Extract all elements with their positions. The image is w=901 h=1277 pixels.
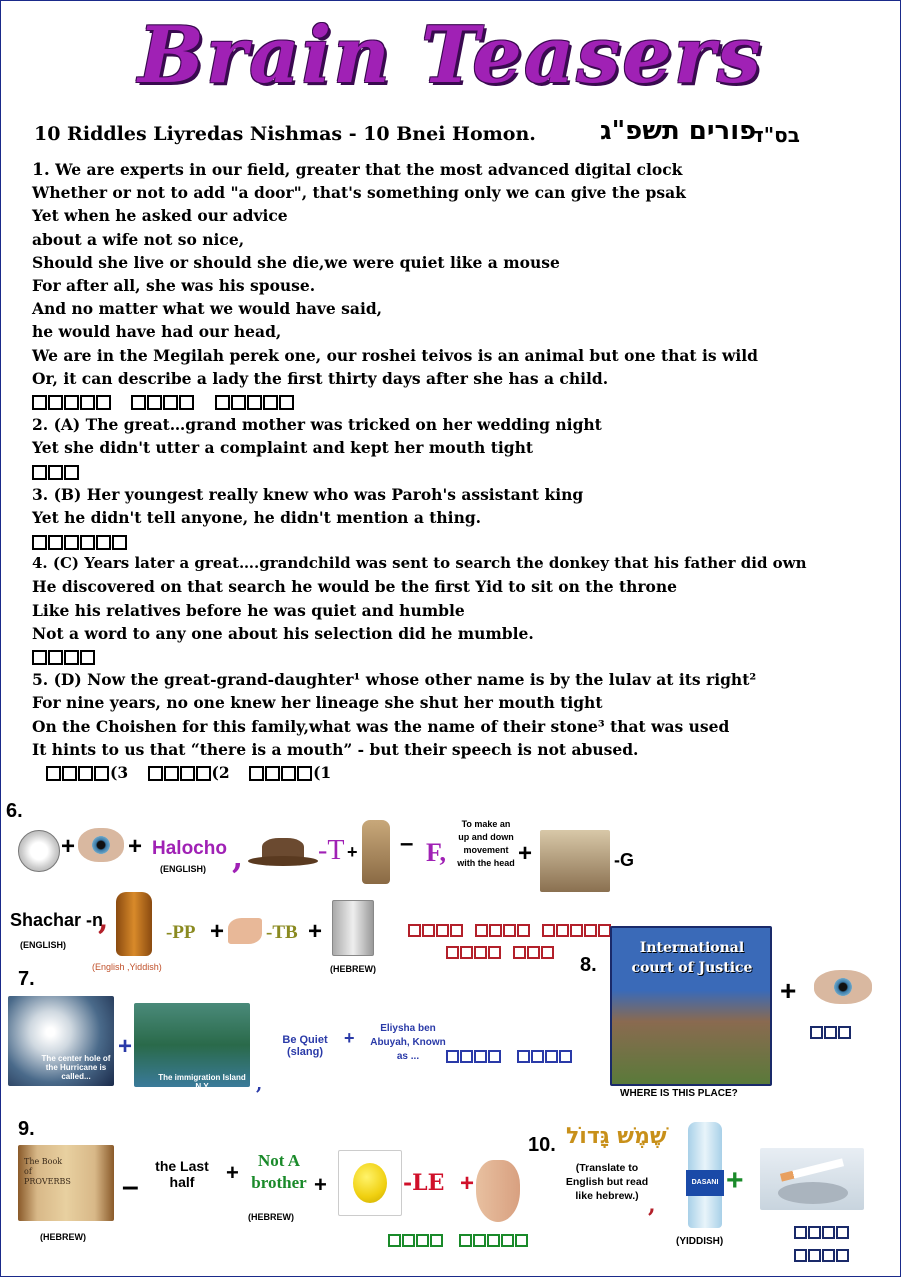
plus-sign: + <box>780 975 797 1006</box>
answer-boxes <box>32 761 872 784</box>
place-question: WHERE IS THIS PLACE? <box>620 1088 738 1099</box>
plus-sign: + <box>61 833 76 860</box>
bottle-icon <box>116 892 152 956</box>
answer-boxes <box>794 1222 850 1241</box>
riddle-1-line <box>32 158 872 181</box>
answer-boxes <box>32 529 872 552</box>
island-image <box>134 1003 250 1091</box>
minus-sign: – <box>400 830 414 857</box>
be-quiet-text: Be Quiet (slang) <box>282 1034 328 1058</box>
hoof-icon <box>362 820 390 884</box>
comma: , <box>98 902 109 937</box>
answer-label: (1 <box>313 762 332 782</box>
riddle-line: Like his relatives before he was quiet and humble <box>32 600 465 620</box>
hebrew-label: (HEBREW) <box>248 1212 294 1222</box>
riddle-line: It hints to us that “there is a mouth” - but their speech is not abused. <box>32 739 639 759</box>
answer-label: (2 <box>211 762 230 782</box>
hebrew-label: (HEBREW) <box>40 1232 86 1242</box>
comma: , <box>256 1074 263 1095</box>
riddle-line: We are in the Megilah perek one, our roshei teivos is an animal but one that is wild <box>32 345 758 365</box>
plus-sign: + <box>308 918 323 945</box>
plus-sign: + <box>226 1160 239 1185</box>
riddle-line: Not a word to any one about his selection did he mumble. <box>32 623 534 643</box>
riddle-line: he would have had our head, <box>32 322 282 342</box>
section-6-number: 6. <box>6 800 23 822</box>
shachar-text: Shachar -n <box>10 910 104 930</box>
smoke-detector-icon <box>18 830 60 872</box>
answer-boxes <box>32 459 872 482</box>
riddles-text <box>32 158 872 784</box>
book-text: The Book of PROVERBS <box>24 1157 71 1186</box>
eye-icon <box>814 970 872 1004</box>
elbow-icon <box>228 918 262 944</box>
minus-le: -LE <box>403 1170 445 1196</box>
riddle-line: And no matter what we would have said, <box>32 299 383 319</box>
comma: , <box>232 838 244 876</box>
court-image <box>610 926 772 1086</box>
riddle-line: On the Choishen for this family,what was the name of their stone³ that was used <box>32 716 730 736</box>
answer-boxes <box>446 1046 573 1065</box>
plus-sign: + <box>460 1170 475 1197</box>
answer-boxes <box>388 1230 529 1249</box>
court-text: International court of Justice <box>631 940 753 976</box>
not-a-brother-text: Not A brother <box>251 1151 307 1192</box>
plus-sign: + <box>128 833 143 860</box>
subtitle: 10 Riddles Liyredas Nishmas - 10 Bnei Homon. <box>34 123 536 145</box>
section-8-number: 8. <box>580 954 597 976</box>
answer-boxes <box>810 1022 852 1041</box>
hurricane-image <box>8 996 114 1086</box>
riddle-number: 1. <box>32 160 50 180</box>
riddle-line: Yet she didn't utter a complaint and kept her mouth tight <box>32 438 534 458</box>
lemon-icon <box>338 1150 402 1216</box>
minus-f: F, <box>426 838 446 867</box>
page-title: Brain Teasers <box>138 10 763 101</box>
yiddish-label: (YIDDISH) <box>676 1236 724 1247</box>
comma: , <box>648 1192 656 1218</box>
plus-sign: + <box>518 840 533 867</box>
bsd-mark: בס"ד <box>752 123 800 147</box>
cigarette-ashtray-icon <box>760 1148 864 1210</box>
hat-icon <box>248 838 318 868</box>
hurricane-caption: The center hole of the Hurricane is called... <box>41 1054 111 1081</box>
riddle-line: For nine years, no one knew her lineage she shut her mouth tight <box>32 693 603 713</box>
elisha-text: Eliysha ben Abuyah, Known as ... <box>370 1023 446 1062</box>
section-9-number: 9. <box>18 1118 35 1140</box>
riddle-line: For after all, she was his spouse. <box>32 275 316 295</box>
hebrew-words: שֶׁמֶשׁ גָּדוֹל <box>566 1124 667 1149</box>
answer-boxes <box>446 942 555 961</box>
plus-sign: + <box>347 842 358 862</box>
last-half-text: the Last half <box>155 1158 209 1190</box>
eng-yid-label: (English ,Yiddish) <box>92 962 162 972</box>
riddle-line: Yet when he asked our advice <box>32 206 288 226</box>
riddle-line: 2. (A) The great…grand mother was tricked on her wedding night <box>32 415 602 435</box>
book-image <box>18 1145 114 1221</box>
water-label: DASANI <box>686 1170 724 1196</box>
riddle-line: about a wife not so nice, <box>32 229 245 249</box>
digging-icon <box>540 830 610 892</box>
riddle-line: 4. (C) Years later a great….grandchild was sent to search the donkey that his father did own <box>32 554 807 573</box>
minus-tb: -TB <box>266 922 298 943</box>
minus-pp: -PP <box>166 922 196 943</box>
answer-label: (3 <box>110 762 129 782</box>
riddle-line: 5. (D) Now the great-grand-daughter¹ whose other name is by the lulav at its right² <box>32 670 757 690</box>
riddle-line: We are experts in our field, greater that the most advanced digital clock <box>55 160 683 179</box>
island-caption: The immigration Island N.Y <box>158 1073 246 1091</box>
riddle-line: Should she live or should she die,we were quiet like a mouse <box>32 252 560 272</box>
translate-instruction: (Translate to English but read like hebrew.) <box>565 1162 649 1202</box>
minus-sign: – <box>122 1170 139 1203</box>
hebrew-label: (HEBREW) <box>330 964 376 974</box>
nod-description: To make an up and down movement with the head <box>457 819 515 868</box>
riddle-line: Yet he didn't tell anyone, he didn't mention a thing. <box>32 507 482 527</box>
halocho-text: Halocho <box>152 838 227 859</box>
answer-boxes <box>794 1245 850 1264</box>
riddle-line: Whether or not to add "a door", that's something only we can give the psak <box>32 183 686 203</box>
riddle-line: 3. (B) Her youngest really knew who was Paroh's assistant king <box>32 484 584 504</box>
minus-g: -G <box>614 850 634 870</box>
hebrew-tag: פורים תשפ"ג <box>600 116 757 146</box>
answer-boxes <box>32 645 872 668</box>
plus-sign: + <box>314 1172 327 1197</box>
plus-sign: + <box>344 1028 355 1048</box>
plus-sign: + <box>210 918 225 945</box>
english-label: (ENGLISH) <box>160 864 206 874</box>
nose-icon <box>476 1160 520 1222</box>
section-7-number: 7. <box>18 968 35 990</box>
plus-sign: + <box>726 1164 744 1197</box>
minus-t: -T <box>318 835 345 866</box>
plus-sign: + <box>118 1033 133 1060</box>
answer-boxes <box>408 920 612 939</box>
riddle-line: Or, it can describe a lady the first thirty days after she has a child. <box>32 368 609 388</box>
water-bottle-icon <box>688 1122 722 1228</box>
english-label: (ENGLISH) <box>20 940 66 950</box>
answer-boxes <box>32 390 872 413</box>
salt-shaker-icon <box>332 900 374 956</box>
riddle-line: He discovered on that search he would be the first Yid to sit on the throne <box>32 577 678 597</box>
eye-icon <box>78 828 124 862</box>
section-10-number: 10. <box>528 1134 556 1156</box>
